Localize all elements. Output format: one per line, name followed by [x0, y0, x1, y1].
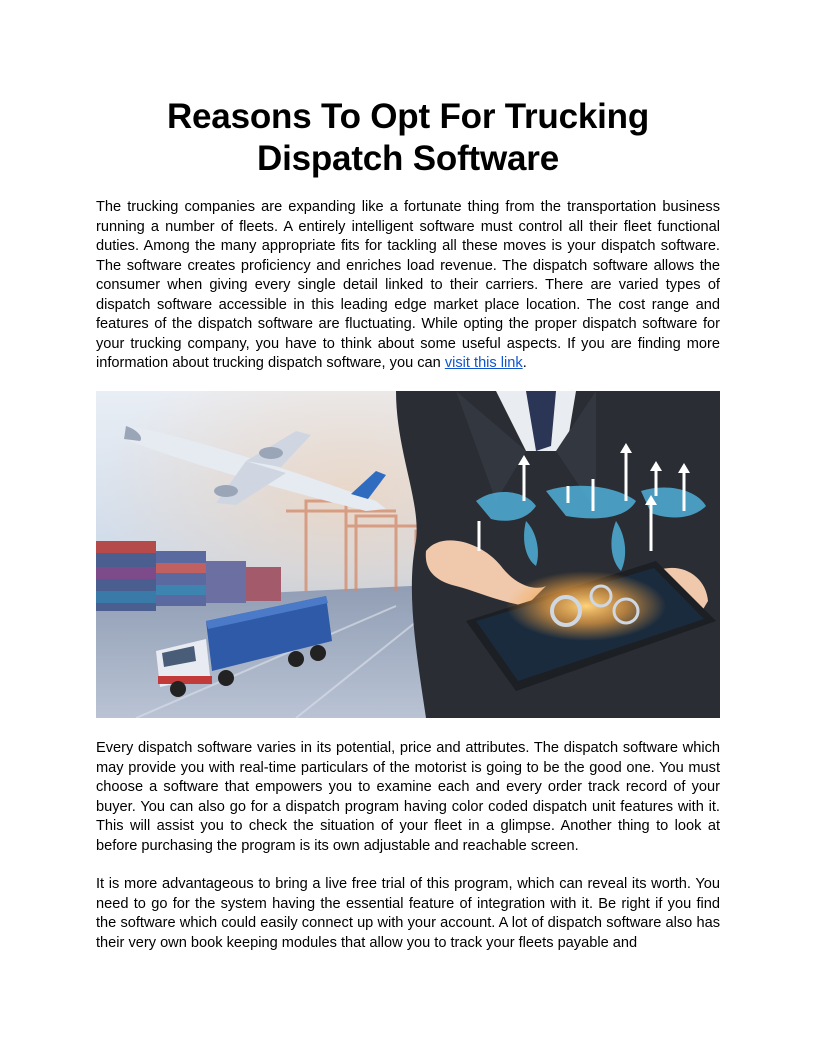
visit-link[interactable]: visit this link [444, 355, 523, 371]
intro-paragraph [96, 198, 720, 374]
hero-image [96, 391, 720, 718]
title-line-1: Reasons To Opt For Trucking [166, 97, 650, 136]
intro-end: . [522, 355, 527, 371]
trial-paragraph: It is more advantageous to bring a live free trial of this program, which can reveal its worth. You need to go for the system having the essential feature of integration with it. Be right if you find the software which could easily connect up with your account. A lot of dispatch software also has their very own book keeping modules that allow you to track your fleets payable and [96, 876, 720, 951]
features-paragraph: Every dispatch software varies in its potential, price and attributes. The dispatch software which may provide you with real-time particulars of the motorist is going to be the good one. You must choose a software that empowers you to examine each and every order track record of your buyer. You can also go for a dispatch program having color coded dispatch unit features with it. This will assist you to check the situation of your fleet in a glimpse. Another thing to look at before purchasing the program is its own adjustable and reachable screen. [96, 740, 720, 854]
intro-text: The trucking companies are expanding like a fortunate thing from the transportation business running a number of fleets. A entirely intelligent software must control all their fleet functional duties. Among the many appropriate fits for tackling all these moves is your dispatch software. The software creates proficiency and enriches load revenue. The dispatch software allows the consumer when giving every single detail linked to their carriers. There are varied types of dispatch software accessible in this leading edge market place location. The cost range and features of the dispatch software are fluctuating. While opting the proper dispatch software for your trucking company, you have to think about some useful aspects. If you are finding more information about trucking dispatch software, you can [96, 199, 720, 371]
title-line-2: Dispatch Software [257, 139, 559, 178]
page-title [96, 96, 720, 180]
logistics-illustration [96, 391, 720, 718]
